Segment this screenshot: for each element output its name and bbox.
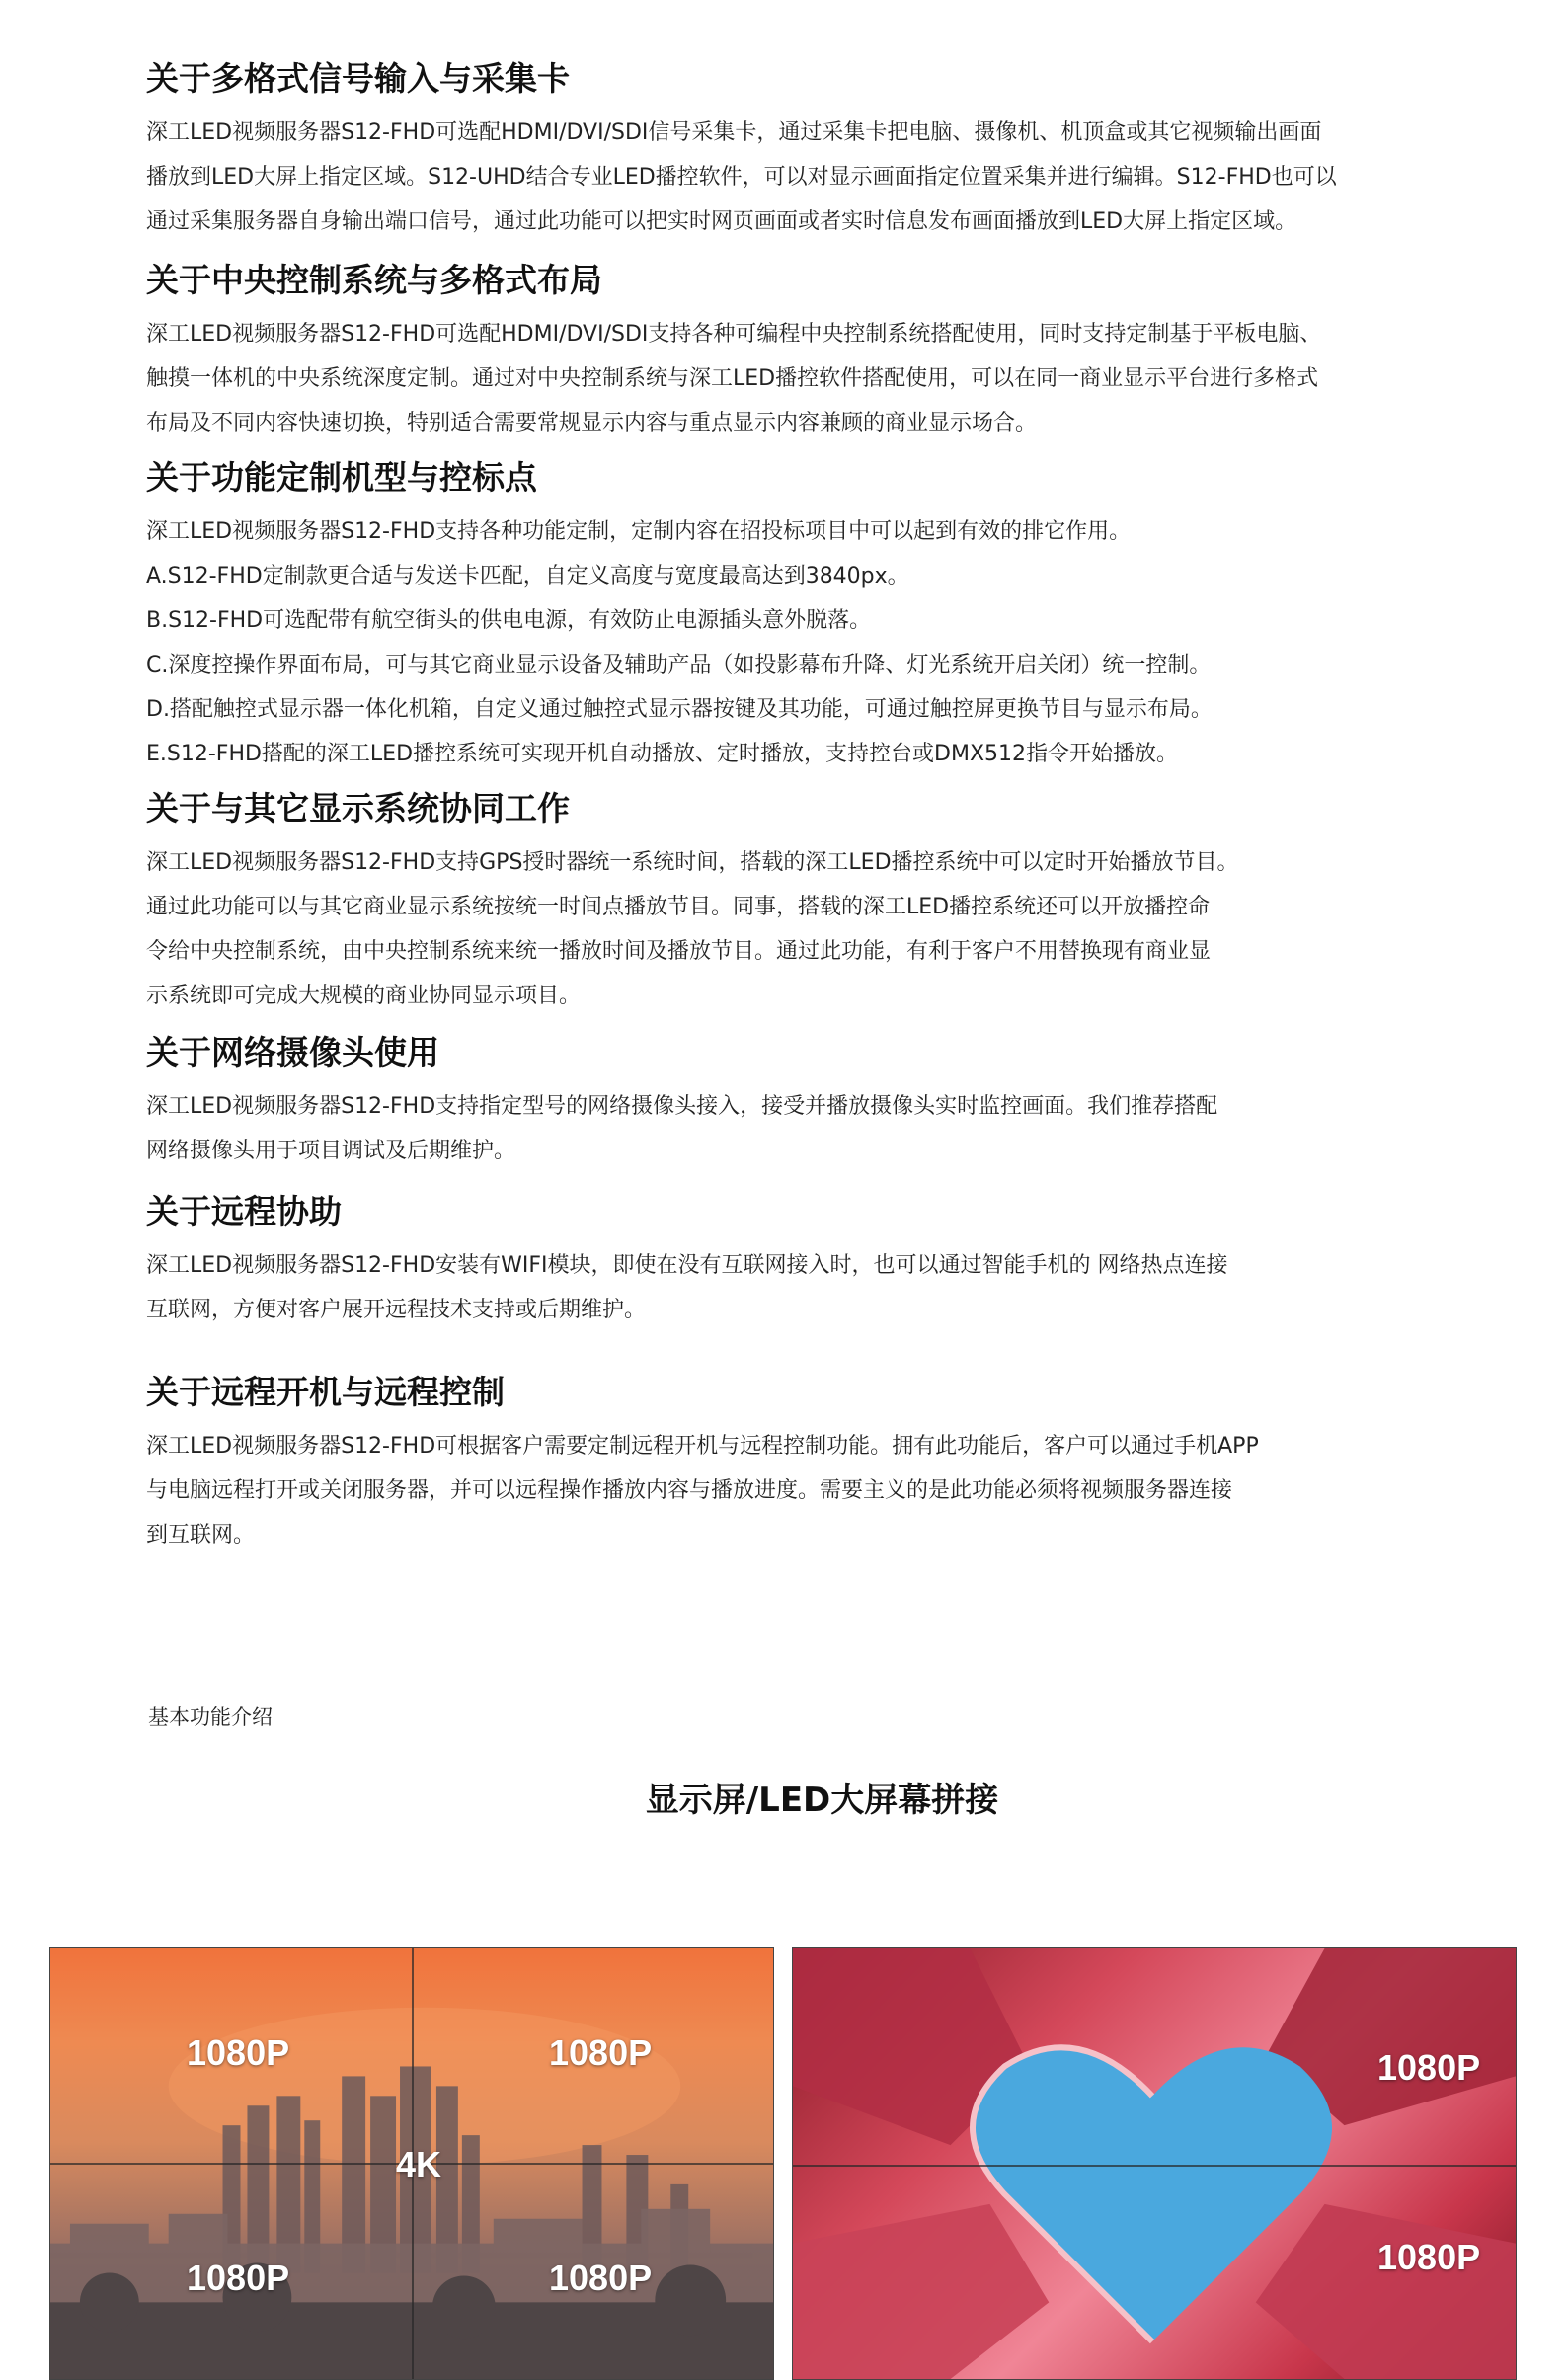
section-cooperation: [146, 787, 1449, 1018]
section-title: 关于多格式信号输入与采集卡: [146, 59, 570, 98]
section-signal-input: [146, 57, 1449, 244]
section-line: A.S12-FHD定制款更合适与发送卡匹配，自定义高度与宽度最高达到3840px。: [146, 564, 909, 589]
section-line: E.S12-FHD搭配的深工LED播控系统可实现开机自动播放、定时播放，支持控台或DMX512指令开始播放。: [146, 742, 1179, 766]
caption-basic-functions: 基本功能介绍: [148, 1706, 273, 1729]
resolution-label-4k: 4K: [396, 2144, 442, 2184]
section-line: 触摸一体机的中央系统深度定制。通过对中央控制系统与深工LED播控软件搭配使用，可以在同一商业显示平台进行多格式: [146, 366, 1319, 391]
section-line: C.深度控操作界面布局，可与其它商业显示设备及辅助产品（如投影幕布升降、灯光系统开启关闭）统一控制。: [146, 653, 1212, 677]
section-line: 网络摄像头用于项目调试及后期维护。: [146, 1139, 516, 1163]
section-line: 与电脑远程打开或关闭服务器，并可以远程操作播放内容与播放进度。需要主义的是此功能必须将视频服务器连接: [146, 1478, 1233, 1503]
section-line: B.S12-FHD可选配带有航空街头的供电电源，有效防止电源插头意外脱落。: [146, 608, 872, 633]
resolution-label: 1080P: [549, 2032, 653, 2073]
section-line: 播放到LED大屏上指定区域。S12-UHD结合专业LED播控软件，可以对显示画面指定位置采集并进行编辑。S12-FHD也可以: [146, 165, 1337, 190]
section-custom-models: [146, 456, 1449, 776]
section-line: 通过此功能可以与其它商业显示系统按统一时间点播放节目。同事，搭载的深工LED播控系统还可以开放播控命: [146, 895, 1211, 919]
section-title: 关于中央控制系统与多格式布局: [146, 261, 602, 299]
heart-sky-illustration: [793, 1948, 1516, 2379]
section-line: 通过采集服务器自身输出端口信号，通过此功能可以把实时网页画面或者实时信息发布画面播放到LED大屏上指定区域。: [146, 209, 1297, 234]
section-line: 深工LED视频服务器S12-FHD支持GPS授时器统一系统时间，搭载的深工LED播控系统中可以定时开始播放节目。: [146, 850, 1239, 875]
section-line: 深工LED视频服务器S12-FHD可选配HDMI/DVI/SDI信号采集卡，通过采集卡把电脑、摄像机、机顶盒或其它视频输出画面: [146, 120, 1322, 145]
section-title: 关于功能定制机型与控标点: [146, 458, 537, 497]
resolution-label: 1080P: [549, 2258, 653, 2298]
section-network-camera: [146, 1031, 1449, 1173]
section-line: 深工LED视频服务器S12-FHD安装有WIFI模块，即使在没有互联网接入时，也可以通过智能手机的 网络热点连接: [146, 1253, 1228, 1278]
section-line: 深工LED视频服务器S12-FHD支持各种功能定制，定制内容在招投标项目中可以起到有效的排它作用。: [146, 519, 1132, 544]
section-title: 关于远程开机与远程控制: [146, 1373, 505, 1411]
section-line: 示系统即可完成大规模的商业协同显示项目。: [146, 984, 582, 1008]
splice-line-horizontal: [793, 2165, 1516, 2167]
section-remote-assist: [146, 1190, 1449, 1332]
section-line: 令给中央控制系统，由中央控制系统来统一播放时间及播放节目。通过此功能，有利于客户不用替换现有商业显: [146, 939, 1212, 964]
section-line: 互联网，方便对客户展开远程技术支持或后期维护。: [146, 1298, 647, 1322]
splicing-image-heart: [792, 1947, 1517, 2380]
section-line: 深工LED视频服务器S12-FHD可根据客户需要定制远程开机与远程控制功能。拥有此功能后，客户可以通过手机APP: [146, 1434, 1259, 1459]
subtitle-screen-splicing: 显示屏/LED大屏幕拼接: [645, 1781, 999, 1820]
section-line: 深工LED视频服务器S12-FHD支持指定型号的网络摄像头接入，接受并播放摄像头实时监控画面。我们推荐搭配: [146, 1094, 1218, 1119]
section-line: 到互联网。: [146, 1523, 256, 1547]
splicing-image-city: [49, 1947, 774, 2380]
resolution-label: 1080P: [187, 2032, 290, 2073]
resolution-label: 1080P: [1377, 2237, 1481, 2277]
section-title: 关于远程协助: [146, 1192, 342, 1230]
section-remote-power: [146, 1371, 1449, 1557]
section-line: 深工LED视频服务器S12-FHD可选配HDMI/DVI/SDI支持各种可编程中央控制系统搭配使用，同时支持定制基于平板电脑、: [146, 322, 1322, 347]
resolution-label: 1080P: [1377, 2047, 1481, 2088]
section-title: 关于与其它显示系统协同工作: [146, 789, 570, 828]
section-central-control: [146, 259, 1449, 445]
section-line: 布局及不同内容快速切换，特别适合需要常规显示内容与重点显示内容兼顾的商业显示场合。: [146, 411, 1038, 436]
resolution-label: 1080P: [187, 2258, 290, 2298]
section-line: D.搭配触控式显示器一体化机箱，自定义通过触控式显示器按键及其功能，可通过触控屏更换节目与显示布局。: [146, 697, 1213, 722]
section-title: 关于网络摄像头使用: [146, 1033, 439, 1071]
